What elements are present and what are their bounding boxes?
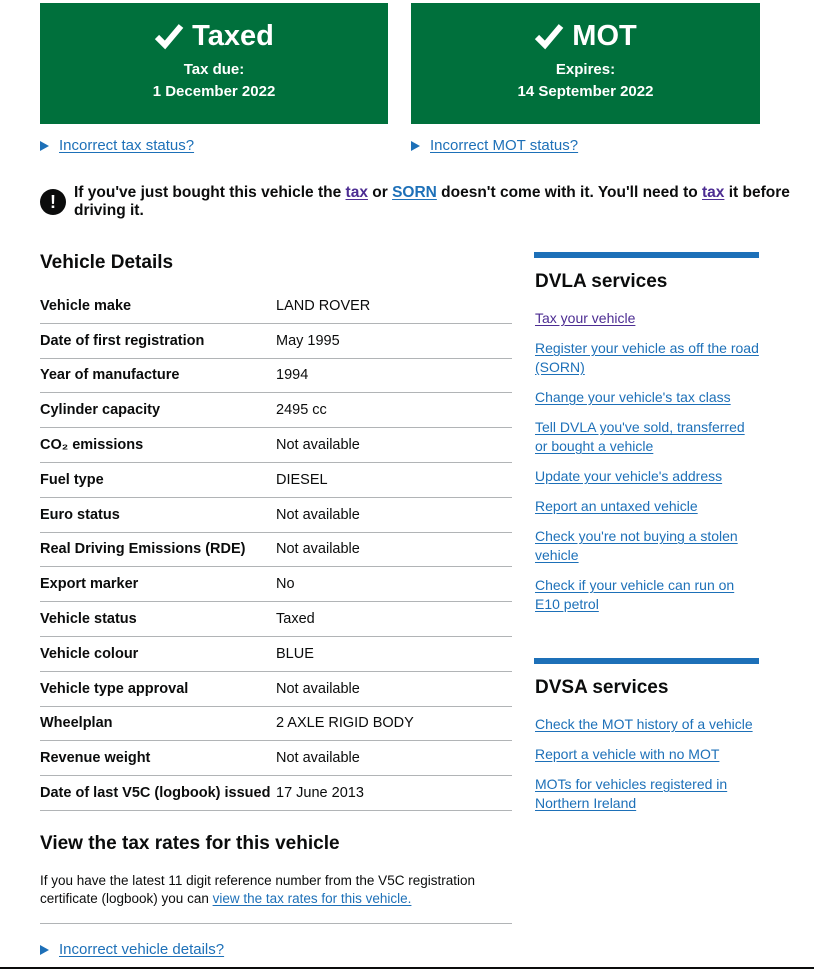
warning-tax-link-2[interactable]: tax bbox=[702, 184, 725, 201]
row-value: Not available bbox=[276, 750, 360, 767]
tax-due-date: 1 December 2022 bbox=[152, 83, 276, 100]
row-value: 2495 cc bbox=[276, 402, 327, 419]
row-value: DIESEL bbox=[276, 471, 328, 488]
dvsa-accent-bar bbox=[534, 658, 759, 664]
dvsa-service-link[interactable]: MOTs for vehicles registered in Northern Ireland bbox=[535, 776, 728, 811]
tick-icon bbox=[534, 22, 564, 50]
row-label: Fuel type bbox=[40, 471, 104, 488]
tax-rates-link[interactable]: view the tax rates for this vehicle. bbox=[212, 891, 412, 906]
row-label: Revenue weight bbox=[40, 750, 151, 767]
tax-rates-text bbox=[40, 872, 500, 908]
row-value: Taxed bbox=[276, 611, 315, 628]
tax-status-title: Taxed bbox=[192, 20, 274, 52]
tax-rates-title: View the tax rates for this vehicle bbox=[40, 833, 340, 854]
dvla-service-link[interactable]: Check if your vehicle can run on E10 petrol bbox=[535, 577, 735, 612]
row-value: Not available bbox=[276, 437, 360, 454]
table-row bbox=[40, 498, 512, 533]
warning-part1: If you've just bought this vehicle the bbox=[74, 184, 346, 201]
incorrect-mot-link[interactable]: Incorrect MOT status? bbox=[430, 137, 579, 154]
list-item bbox=[535, 775, 760, 813]
tax-status-panel bbox=[40, 3, 388, 124]
warning-tax-link[interactable]: tax bbox=[345, 184, 368, 201]
dvla-service-link[interactable]: Change your vehicle's tax class bbox=[535, 389, 731, 405]
table-row bbox=[40, 393, 512, 428]
row-label: Vehicle colour bbox=[40, 645, 139, 662]
row-value: Not available bbox=[276, 541, 360, 558]
incorrect-tax-link[interactable]: Incorrect tax status? bbox=[59, 137, 195, 154]
row-value: 17 June 2013 bbox=[276, 785, 364, 802]
mot-expiry-date: 14 September 2022 bbox=[517, 83, 654, 100]
row-value: LAND ROVER bbox=[276, 297, 371, 314]
vehicle-details-title: Vehicle Details bbox=[40, 252, 174, 273]
incorrect-mot-toggle[interactable] bbox=[411, 137, 578, 154]
table-row bbox=[40, 428, 512, 463]
list-item bbox=[535, 715, 760, 734]
list-item bbox=[535, 527, 760, 565]
warning-icon: ! bbox=[40, 189, 66, 215]
dvla-accent-bar bbox=[534, 252, 759, 258]
dvsa-service-link[interactable]: Report a vehicle with no MOT bbox=[535, 746, 720, 762]
list-item bbox=[535, 388, 760, 407]
list-item bbox=[535, 309, 760, 328]
row-label: Export marker bbox=[40, 576, 139, 593]
table-row bbox=[40, 602, 512, 637]
row-label: Vehicle type approval bbox=[40, 680, 189, 697]
warning-text bbox=[40, 184, 814, 220]
dvsa-service-link[interactable]: Check the MOT history of a vehicle bbox=[535, 716, 753, 732]
list-item bbox=[535, 339, 760, 377]
incorrect-vehicle-toggle[interactable] bbox=[40, 941, 224, 958]
list-item bbox=[535, 467, 760, 486]
row-value: Not available bbox=[276, 680, 360, 697]
row-value: May 1995 bbox=[276, 332, 340, 349]
table-row bbox=[40, 324, 512, 359]
warning-part4: it before driving it. bbox=[74, 184, 790, 219]
list-item bbox=[535, 576, 760, 614]
row-value: 1994 bbox=[276, 367, 309, 384]
row-value: No bbox=[276, 576, 295, 593]
warning-sorn-link[interactable]: SORN bbox=[392, 184, 437, 201]
dvla-service-link[interactable]: Register your vehicle as off the road (SORN) bbox=[535, 340, 759, 375]
row-label: Date of last V5C (logbook) issued bbox=[40, 785, 271, 802]
triangle-right-icon bbox=[40, 141, 49, 151]
table-row bbox=[40, 567, 512, 602]
row-label: Vehicle status bbox=[40, 611, 137, 628]
mot-expires-label: Expires: bbox=[555, 61, 616, 78]
dvsa-services-title: DVSA services bbox=[535, 677, 669, 698]
table-row bbox=[40, 533, 512, 568]
triangle-right-icon bbox=[40, 945, 49, 955]
tick-icon bbox=[154, 22, 184, 50]
tax-rates-body: If you have the latest 11 digit reference number from the V5C registration certificate (logbook) you can bbox=[40, 873, 475, 906]
divider bbox=[40, 923, 512, 924]
incorrect-vehicle-link[interactable]: Incorrect vehicle details? bbox=[59, 941, 225, 958]
dvsa-links-list bbox=[535, 715, 760, 824]
table-row bbox=[40, 776, 512, 811]
row-value: 2 AXLE RIGID BODY bbox=[276, 715, 414, 732]
table-row bbox=[40, 359, 512, 394]
triangle-right-icon bbox=[411, 141, 420, 151]
row-label: CO₂ emissions bbox=[40, 437, 144, 454]
dvla-service-link[interactable]: Tell DVLA you've sold, transferred or bought a vehicle bbox=[535, 419, 745, 454]
table-row bbox=[40, 672, 512, 707]
dvla-service-link[interactable]: Update your vehicle's address bbox=[535, 468, 723, 484]
row-value: BLUE bbox=[276, 645, 314, 662]
list-item bbox=[535, 745, 760, 764]
mot-status-panel bbox=[411, 3, 760, 124]
warning-part3: doesn't come with it. You'll need to bbox=[436, 184, 703, 201]
row-label: Date of first registration bbox=[40, 332, 205, 349]
dvla-service-link[interactable]: Check you're not buying a stolen vehicle bbox=[535, 528, 738, 563]
table-row bbox=[40, 463, 512, 498]
dvla-services-title: DVLA services bbox=[535, 271, 668, 292]
incorrect-tax-toggle[interactable] bbox=[40, 137, 194, 154]
warning-part2: or bbox=[367, 184, 393, 201]
list-item bbox=[535, 497, 760, 516]
row-label: Cylinder capacity bbox=[40, 402, 161, 419]
dvla-service-link[interactable]: Tax your vehicle bbox=[535, 310, 636, 326]
row-label: Vehicle make bbox=[40, 297, 132, 314]
table-row bbox=[40, 637, 512, 672]
vehicle-details-table bbox=[40, 289, 512, 811]
row-label: Year of manufacture bbox=[40, 367, 180, 384]
row-label: Real Driving Emissions (RDE) bbox=[40, 541, 246, 558]
dvla-links-list bbox=[535, 309, 760, 625]
table-row bbox=[40, 707, 512, 742]
mot-status-title: MOT bbox=[572, 20, 637, 52]
tax-due-label: Tax due: bbox=[183, 61, 245, 78]
table-row bbox=[40, 741, 512, 776]
row-value: Not available bbox=[276, 506, 360, 523]
row-label: Wheelplan bbox=[40, 715, 113, 732]
row-label: Euro status bbox=[40, 506, 120, 523]
dvla-service-link[interactable]: Report an untaxed vehicle bbox=[535, 498, 698, 514]
list-item bbox=[535, 418, 760, 456]
table-row bbox=[40, 289, 512, 324]
